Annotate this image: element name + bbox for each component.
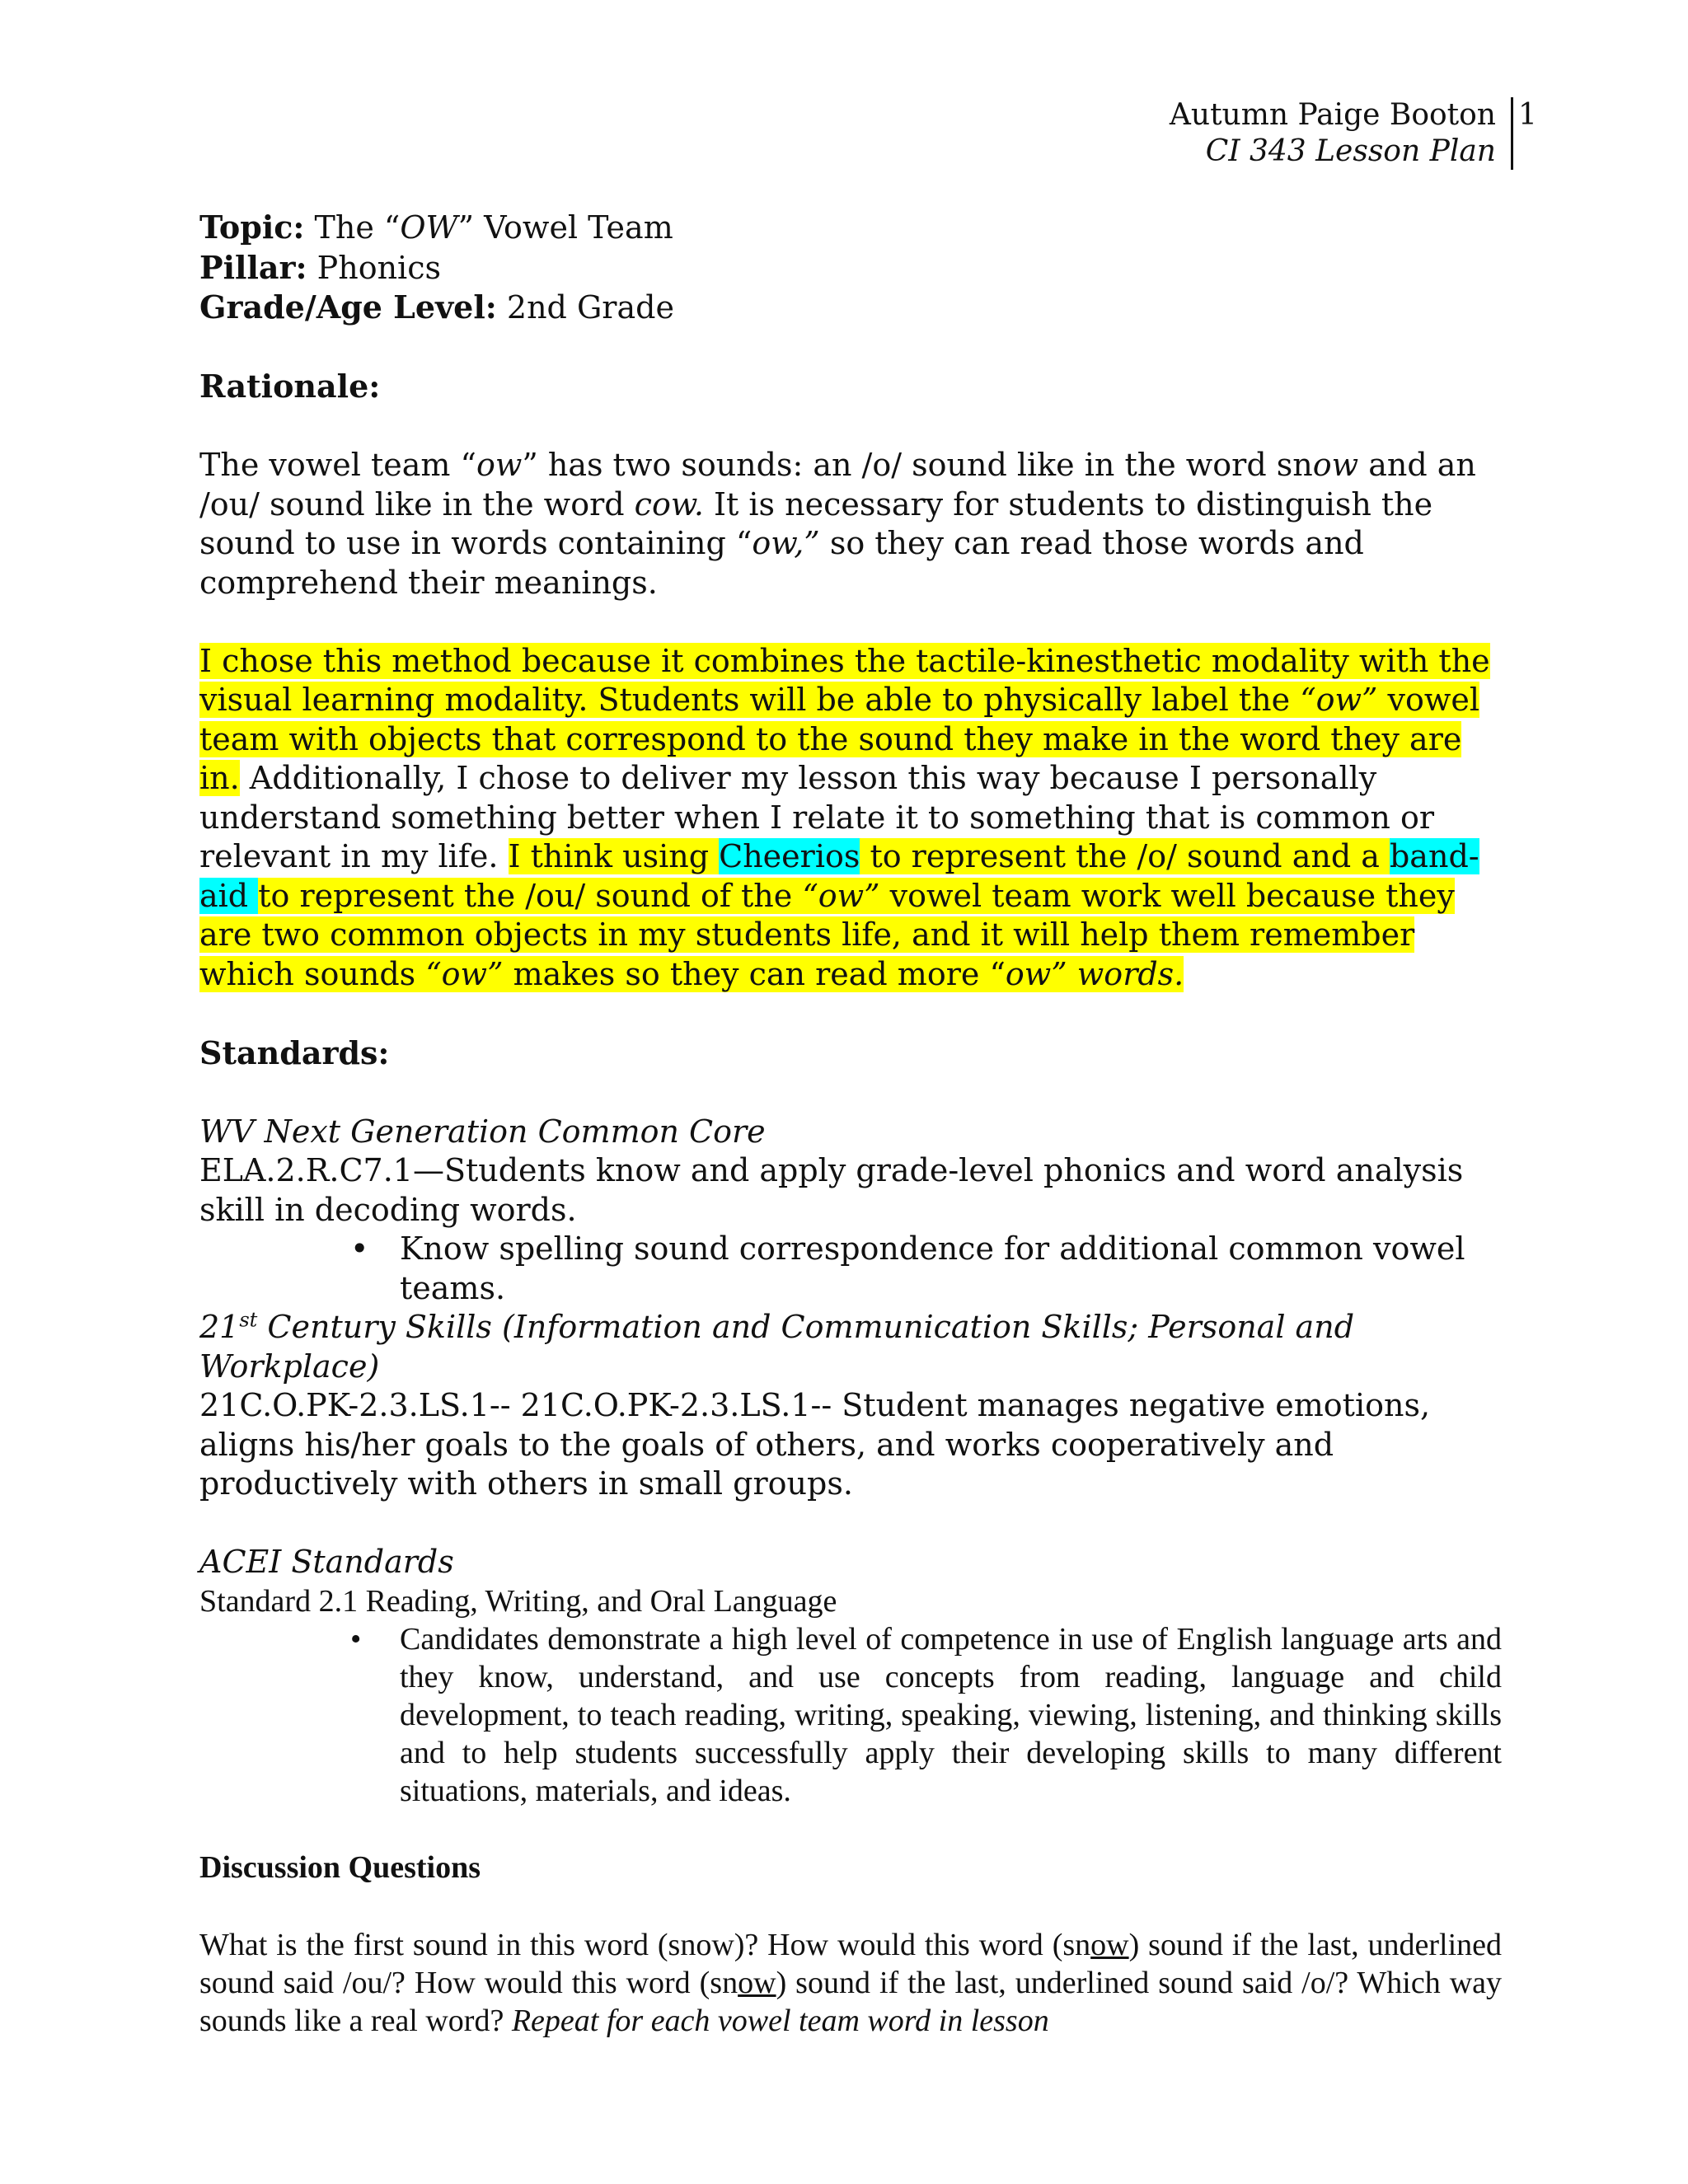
acei-bullet: • Candidates demonstrate a high level of competence in use of English language arts and they know, understand, and use concepts from reading, language and child development, to teach reading, writing, speaking, viewing, listening, and thinking skills and to help students successfully apply their developing skills to many different situations, materials, and ideas. bbox=[350, 1621, 1502, 1808]
acei-standard: Standard 2.1 Reading, Writing, and Oral Language bbox=[199, 1583, 837, 1619]
wv-standard-code: ELA.2.R.C7.1—Students know and apply grade-level phonics and word analysis skill in decoding words. bbox=[199, 1152, 1464, 1228]
grade-label: Grade/Age Level: bbox=[199, 288, 497, 326]
bullet-icon: • bbox=[350, 1621, 362, 1657]
standards-heading: Standards: bbox=[199, 1033, 390, 1071]
rationale-paragraph-2: I chose this method because it combines the tactile-kinesthetic modality with the visual learning modality. Students will be able to physically label the “ow” vowel team with objects that correspond to the sound they make in the word they are in. Additionally, I chose to deliver my lesson this way because I personally understand something better when I relate it to something that is common or relevant in my life. I think using Cheerios to represent the /o/ sound and a band-aid to represent the /ou/ sound of the “ow” vowel team work well because they are two common objects in my students life, and it will help them remember which sounds “ow” makes so they can read more “ow” words. bbox=[199, 642, 1490, 992]
pillar-line: Pillar: Phonics bbox=[199, 248, 441, 286]
wv-standard-title: WV Next Generation Common Core bbox=[199, 1113, 766, 1150]
pillar-label: Pillar: bbox=[199, 248, 307, 286]
discussion-heading: Discussion Questions bbox=[199, 1850, 481, 1885]
header-course: CI 343 Lesson Plan bbox=[1205, 134, 1496, 168]
highlight-band-aid: band-aid bbox=[199, 838, 1479, 914]
running-header bbox=[1137, 97, 1513, 170]
rationale-paragraph-1: The vowel team “ow” has two sounds: an /o/ sound like in the word snow and an /ou/ sound like in the word cow. It is necessary for students to distinguish the sound to use in words containing “ow,” so they can read those words and comprehend their meanings. bbox=[199, 447, 1476, 601]
rationale-heading: Rationale: bbox=[199, 368, 381, 405]
header-author: Autumn Paige Booton bbox=[1169, 98, 1496, 132]
topic-label: Topic: bbox=[199, 209, 305, 246]
topic-line: Topic: The “OW” Vowel Team bbox=[199, 209, 673, 246]
page-number: 1 bbox=[1518, 98, 1537, 132]
highlight-cheerios: Cheerios bbox=[719, 838, 860, 874]
wv-standard-bullet: • Know spelling sound correspondence for additional common vowel teams. bbox=[350, 1230, 1465, 1306]
century-skills-text: 21C.O.PK-2.3.LS.1-- 21C.O.PK-2.3.LS.1-- Student manages negative emotions, aligns his/her goals to the goals of others, and works cooperatively and productively with others in small groups. bbox=[199, 1387, 1431, 1502]
century-skills-title: 21st Century Skills (Information and Communication Skills; Personal and Workplace) bbox=[199, 1308, 1355, 1385]
bullet-icon: • bbox=[350, 1230, 369, 1267]
document-body bbox=[199, 208, 1502, 2040]
acei-title: ACEI Standards bbox=[199, 1544, 454, 1580]
discussion-questions: What is the first sound in this word (snow)? How would this word (snow) sound if the last, underlined sound said /ou/? How would this word (snow) sound if the last, underlined sound said /o/? Which way sounds like a real word? Repeat for each vowel team word in lesson bbox=[199, 1927, 1503, 2038]
grade-line: Grade/Age Level: 2nd Grade bbox=[199, 288, 674, 326]
